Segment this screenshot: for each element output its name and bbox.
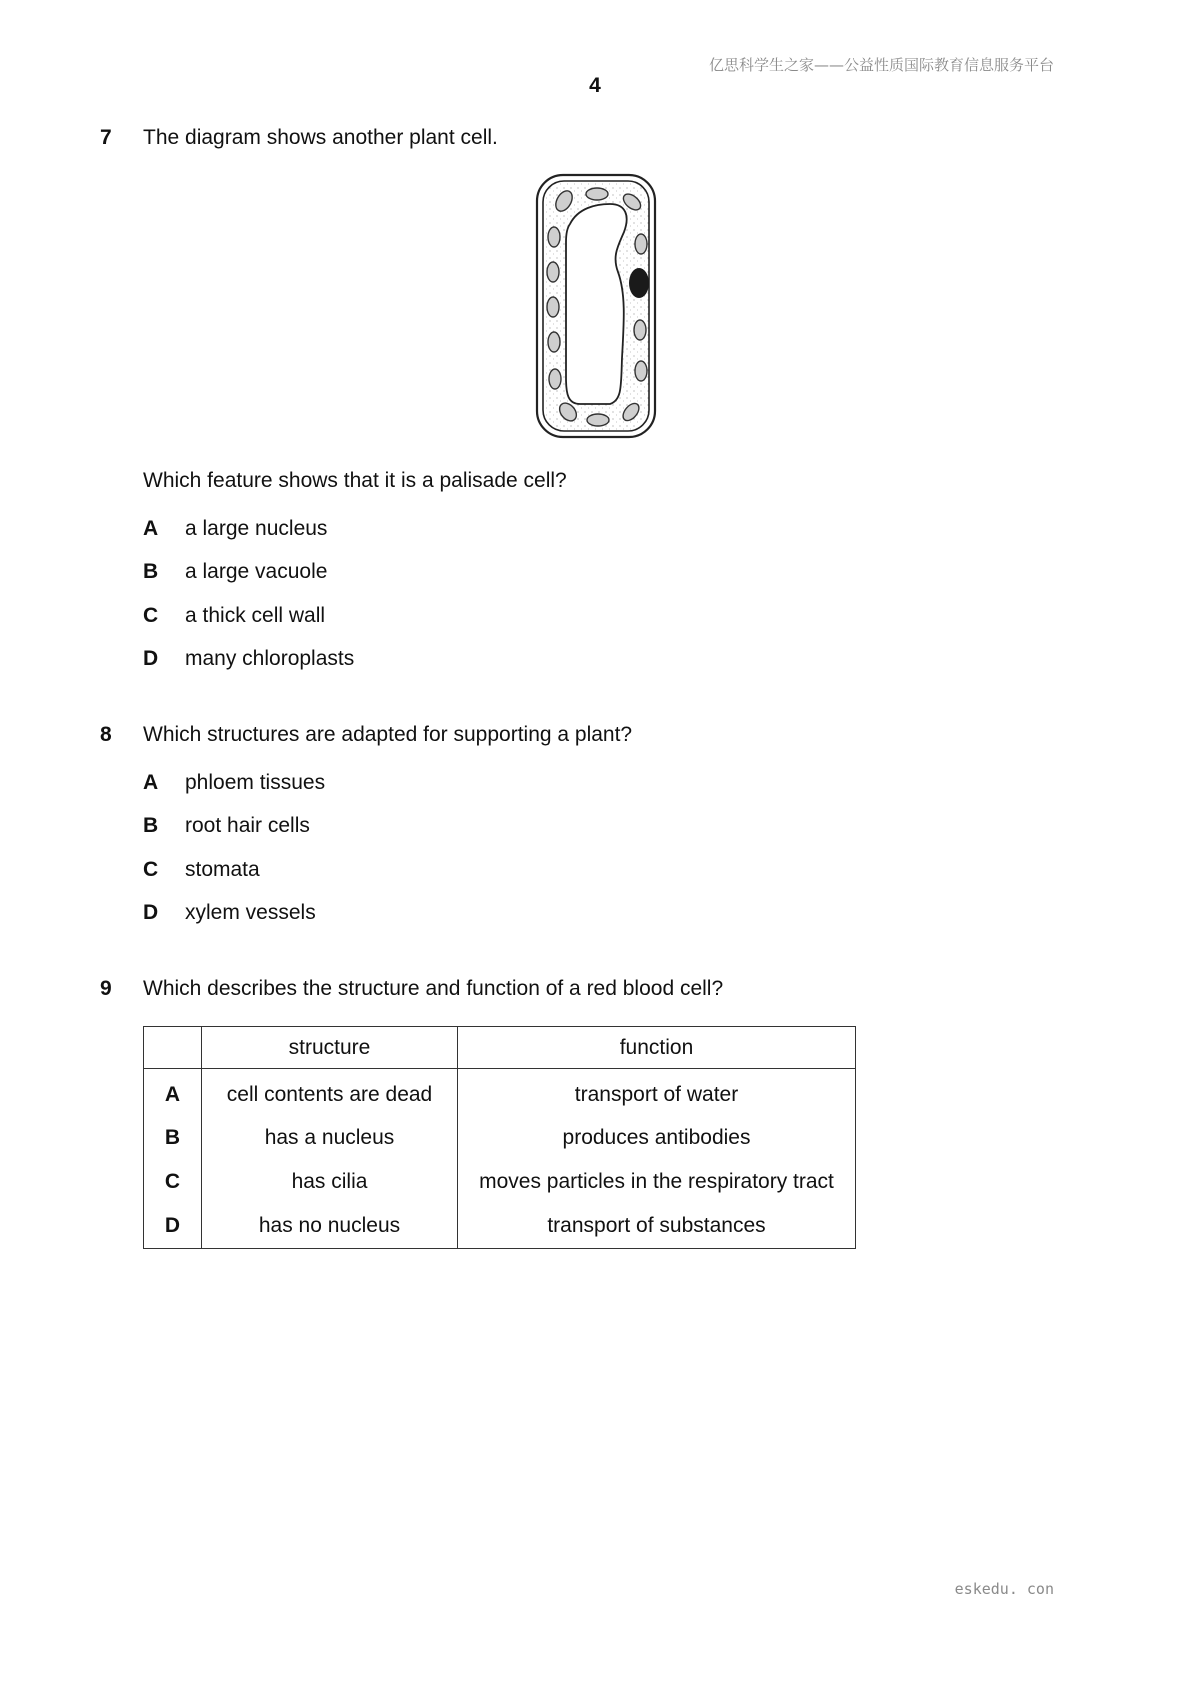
question-7-text: The diagram shows another plant cell. — [143, 126, 498, 149]
option-letter: B — [143, 560, 159, 583]
row-function: produces antibodies — [458, 1116, 856, 1160]
row-letter: A — [144, 1069, 202, 1117]
row-letter: C — [144, 1160, 202, 1204]
option-text: a large nucleus — [185, 517, 328, 540]
option-text: a thick cell wall — [185, 604, 326, 627]
option-text: xylem vessels — [185, 901, 316, 924]
row-structure: cell contents are dead — [202, 1069, 458, 1117]
footer-watermark: eskedu. con — [954, 1580, 1054, 1598]
option-letter: D — [143, 647, 159, 670]
row-function: moves particles in the respiratory tract — [458, 1160, 856, 1204]
table-header-blank — [144, 1027, 202, 1069]
option-letter: D — [143, 901, 159, 924]
nucleus — [629, 268, 649, 298]
answer-table — [143, 1026, 856, 1249]
header-watermark: 亿思科学生之家——公益性质国际教育信息服务平台 — [708, 56, 1054, 74]
question-8-text: Which structures are adapted for supporting a plant? — [143, 723, 633, 746]
row-structure: has a nucleus — [202, 1116, 458, 1160]
question-9-text: Which describes the structure and function of a red blood cell? — [143, 977, 724, 1000]
option-letter: C — [143, 858, 159, 881]
question-7-number: 7 — [100, 126, 112, 149]
question-9-number: 9 — [100, 977, 112, 1000]
option-text: a large vacuole — [185, 560, 328, 583]
option-letter: B — [143, 814, 159, 837]
palisade-cell-diagram — [534, 172, 658, 442]
table-row — [144, 1069, 856, 1117]
option-text: stomata — [185, 858, 260, 881]
option-text: many chloroplasts — [185, 647, 355, 670]
option-text: root hair cells — [185, 814, 310, 837]
table-row — [144, 1160, 856, 1204]
table-header-row — [144, 1027, 856, 1069]
question-7-prompt: Which feature shows that it is a palisade cell? — [143, 469, 567, 492]
option-letter: A — [143, 771, 159, 794]
row-structure: has cilia — [202, 1160, 458, 1204]
option-text: phloem tissues — [185, 771, 326, 794]
row-function: transport of substances — [458, 1204, 856, 1249]
option-letter: A — [143, 517, 159, 540]
option-letter: C — [143, 604, 159, 627]
table-row — [144, 1116, 856, 1160]
row-function: transport of water — [458, 1069, 856, 1117]
table-row — [144, 1204, 856, 1249]
table-header-function: function — [458, 1027, 856, 1069]
vacuole — [566, 204, 627, 404]
row-structure: has no nucleus — [202, 1204, 458, 1249]
page-number: 4 — [589, 74, 601, 97]
question-8-number: 8 — [100, 723, 112, 746]
row-letter: B — [144, 1116, 202, 1160]
table-header-structure: structure — [202, 1027, 458, 1069]
row-letter: D — [144, 1204, 202, 1249]
